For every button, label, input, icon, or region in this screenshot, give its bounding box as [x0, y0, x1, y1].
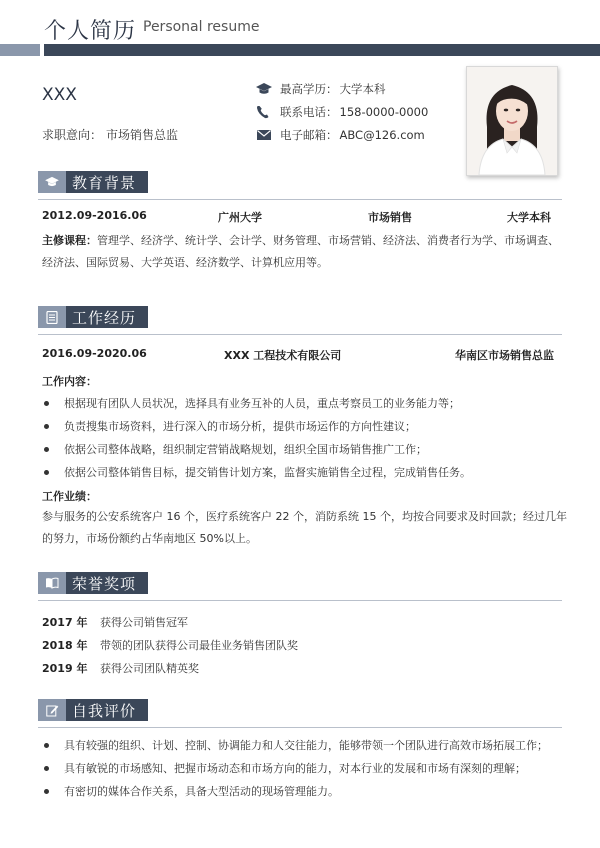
graduation-cap-icon: [38, 171, 66, 193]
pencil-icon: [38, 699, 66, 721]
phone-label: 联系电话：: [280, 105, 338, 119]
honor-year: 2019 年: [42, 662, 88, 675]
education-value: 大学本科: [339, 82, 386, 96]
section-self-eval-title: 自我评价: [66, 699, 148, 721]
list-item: [42, 395, 562, 411]
list-item: [42, 660, 199, 676]
work-achievement: [42, 506, 572, 550]
courses-label: 主修课程：: [42, 234, 97, 247]
education-degree: 大学本科: [507, 211, 551, 224]
section-education-title: 教育背景: [66, 171, 148, 193]
courses-line-1: 管理学、经济学、统计学、会计学、财务管理、市场营销、经济法、消费者行为学、市场调查、: [97, 234, 559, 247]
email-value: ABC@126.com: [339, 128, 425, 142]
section-honors-title: 荣誉奖项: [66, 572, 148, 594]
job-intent: [42, 126, 178, 143]
achievement-line-1: 参与服务的公安系统客户 16 个，医疗系统客户 22 个，消防系统 15 个，均按合同要求及时回款；经过几年: [42, 510, 567, 523]
courses-line-2: 经济法、国际贸易、大学英语、经济数学、计算机应用等。: [42, 256, 328, 269]
envelope-icon: [256, 128, 272, 142]
honor-year: 2017 年: [42, 616, 88, 629]
work-content-label: 工作内容：: [42, 375, 97, 388]
honor-text: 获得公司团队精英奖: [100, 662, 199, 675]
list-item: [42, 637, 298, 653]
phone-value: 158-0000-0000: [339, 105, 429, 119]
education-courses: [42, 230, 562, 274]
work-position: 华南区市场销售总监: [455, 349, 554, 362]
section-work-header: [38, 306, 148, 328]
email-info: [256, 127, 425, 143]
self-eval-item-3: 有密切的媒体合作关系，具备大型活动的现场管理能力。: [64, 785, 339, 798]
section-self-eval-header: [38, 699, 148, 721]
list-item: [42, 418, 562, 434]
section-divider: [38, 600, 562, 601]
section-divider: [38, 199, 562, 200]
education-school: 广州大学: [218, 211, 262, 224]
page-subtitle: Personal resume: [143, 19, 260, 35]
graduation-cap-icon: [256, 82, 272, 96]
work-period: 2016.09-2020.06: [42, 347, 147, 360]
phone-icon: [256, 105, 272, 119]
candidate-name: XXX: [42, 85, 77, 105]
list-item: [42, 441, 562, 457]
page-title: 个人简历: [44, 19, 137, 44]
section-education-header: [38, 171, 148, 193]
education-major: 市场销售: [368, 211, 412, 224]
list-item: [42, 614, 188, 630]
list-item: [42, 464, 562, 480]
list-item: [42, 760, 562, 776]
section-work-title: 工作经历: [66, 306, 148, 328]
education-info: [256, 81, 386, 97]
self-eval-item-2: 具有敏锐的市场感知、把握市场动态和市场方向的能力，对本行业的发展和市场有深刻的理解；: [64, 762, 526, 775]
document-icon: [38, 306, 66, 328]
education-period: 2012.09-2016.06: [42, 209, 147, 222]
work-item-1: 根据现有团队人员状况，选择具有业务互补的人员，重点考察员工的业务能力等；: [64, 397, 460, 410]
work-company: XXX 工程技术有限公司: [224, 349, 342, 362]
profile-photo: [466, 66, 558, 176]
job-intent-value: 市场销售总监: [106, 128, 179, 142]
achievement-line-2: 的努力，市场份额约占华南地区 50%以上。: [42, 532, 257, 545]
list-item: [42, 737, 562, 753]
honor-text: 带领的团队获得公司最佳业务销售团队奖: [100, 639, 298, 652]
honor-year: 2018 年: [42, 639, 88, 652]
job-intent-label: 求职意向：: [42, 128, 103, 142]
work-item-3: 依据公司整体战略，组织制定营销战略规划，组织全国市场销售推广工作；: [64, 443, 427, 456]
section-divider: [38, 334, 562, 335]
work-achievement-label: 工作业绩：: [42, 490, 97, 503]
email-label: 电子邮箱：: [280, 128, 338, 142]
work-item-2: 负责搜集市场资料，进行深入的市场分析，提供市场运作的方向性建议；: [64, 420, 416, 433]
education-label: 最高学历：: [280, 82, 338, 96]
work-item-4: 依据公司整体销售目标，提交销售计划方案，监督实施销售全过程，完成销售任务。: [64, 466, 471, 479]
phone-info: [256, 104, 428, 120]
self-eval-item-1: 具有较强的组织、计划、控制、协调能力和人交往能力，能够带领一个团队进行高效市场拓展工作；: [64, 739, 548, 752]
section-divider: [38, 727, 562, 728]
header-bar: [44, 44, 600, 56]
section-honors-header: [38, 572, 148, 594]
list-item: [42, 783, 562, 799]
header-bar-accent: [0, 44, 40, 56]
book-icon: [38, 572, 66, 594]
honor-text: 获得公司销售冠军: [100, 616, 188, 629]
